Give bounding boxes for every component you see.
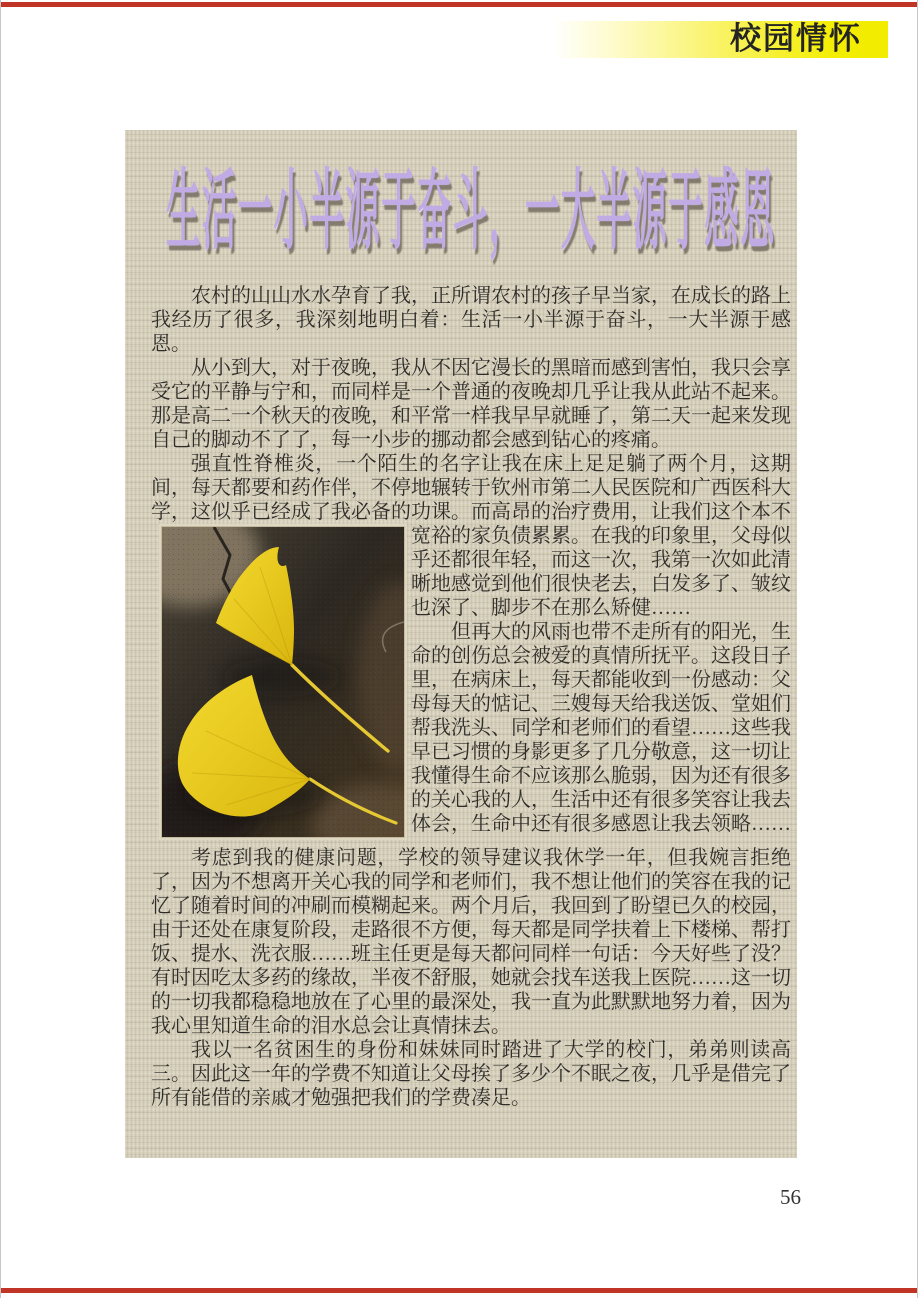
article-body [151, 284, 791, 1110]
article-panel [125, 130, 797, 1158]
paragraph-1 [151, 284, 791, 356]
article-title: 生活一小半源于奋斗，一大半源于感恩 [166, 158, 776, 262]
ginkgo-leaves-photo [161, 526, 405, 838]
top-red-rule [1, 2, 917, 7]
paragraph-3-text-b: 的家负债累累。在我的印象里，父母似乎还都很年轻，而这一次，我第一次如此清晰地感觉到他们很快老去，白发多了、皱纹也深了、脚步不在那么矫健…… [411, 525, 791, 619]
bottom-red-rule [1, 1288, 917, 1293]
section-badge [554, 21, 888, 58]
article-title-block [151, 156, 791, 268]
paragraph-5-text: 考虑到我的健康问题，学校的领导建议我休学一年，但我婉言拒绝了，因为不想离开关心我的同学和老师们，我不想让他们的笑容在我的记忆了随着时间的冲刷而模糊起来。两个月后，我回到了盼望已久的校园，由于还处在康复阶段，走路很不方便，每天都是同学扶着上下楼梯、帮打饭、提水、洗衣服……班主任更是每天都问同样一句话：今天好些了没？有时因吃太多药的缘故，半夜不舒服，她就会找车送我上医院……这一切的一切我都稳稳地放在了心里的最深处，我一直为此默默地努力着，因为我心里知道生命的泪水总会让真情抹去。 [151, 847, 791, 1037]
paragraph-6 [151, 1038, 791, 1110]
paragraph-3 [151, 452, 791, 620]
section-badge-label: 校园情怀 [730, 21, 862, 57]
paragraph-4-text: 但再大的风雨也带不走所有的阳光，生命的创伤总会被爱的真情所抚平。这段日子里，在病床上，每天都能收到一份感动：父母每天的惦记、三嫂每天给我送饭、堂姐们帮我洗头、同学和老师们的看望……这些我早已习惯的身影更多了几分敬意，这一切让我懂得生命不应该那么脆弱，因为还有很多的关心我的人，生活中还有很多笑容让我去体会，生命中还有很多感恩让我去领略…… [411, 621, 791, 835]
page-number: 56 [780, 1185, 801, 1209]
paragraph-6-text: 我以一名贫困生的身份和妹妹同时踏进了大学的校门，弟弟则读高三。因此这一年的学费不知道让父母挨了多少个不眠之夜，几乎是借完了所有能借的亲戚才勉强把我们的学费凑足。 [151, 1039, 791, 1109]
paragraph-2 [151, 356, 791, 452]
paragraph-1-text: 农村的山山水水孕育了我，正所谓农村的孩子早当家，在成长的路上我经历了很多，我深刻地明白着：生活一小半源于奋斗，一大半源于感恩。 [151, 285, 791, 355]
paragraph-5 [151, 846, 791, 1038]
paragraph-3-text-a: 强直性脊椎炎，一个陌生的名字让我在床上足足躺了两个月，这期间，每天都要和药作伴，不停地辗转于钦州市第二人民医院和广西医科大学，这似乎已经成了我必备的功课。而高昂的治疗费用，让我们这个本不宽裕 [151, 453, 791, 547]
paragraph-2-text: 从小到大，对于夜晚，我从不因它漫长的黑暗而感到害怕，我只会享受它的平静与宁和，而同样是一个普通的夜晚却几乎让我从此站不起来。那是高二一个秋天的夜晚，和平常一样我早早就睡了，第二天一起来发现自己的脚动不了了，每一小步的挪动都会感到钻心的疼痛。 [151, 357, 791, 451]
